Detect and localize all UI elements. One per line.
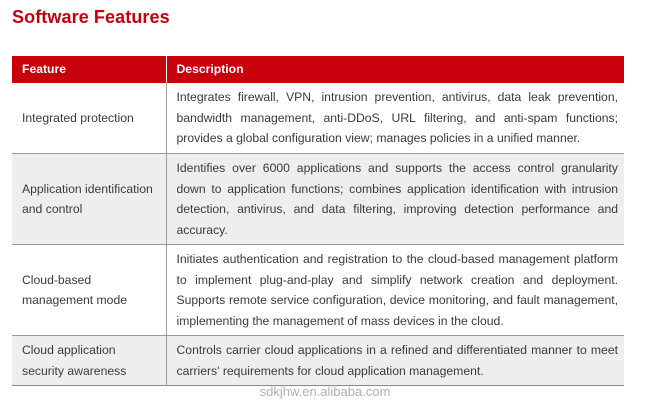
table-row <box>12 83 624 154</box>
page-title: Software Features <box>12 7 170 27</box>
feature-cell: Cloud application security awareness <box>12 336 166 386</box>
table-row <box>12 154 624 245</box>
description-cell: Integrates firewall, VPN, intrusion prevention, antivirus, data leak prevention, bandwidth management, anti-DDoS, URL filtering, and anti-spam functions; provides a global configuration view; manages policies in a unified manner. <box>166 83 624 154</box>
description-column-header: Description <box>166 56 624 83</box>
description-cell: Initiates authentication and registration to the cloud-based management platform to implement plug-and-play and simplify network creation and deployment. Supports remote service configuration, device monitoring, and fault management, implementing the management of mass devices in the cloud. <box>166 245 624 336</box>
table-row <box>12 245 624 336</box>
watermark: sdkjhw.en.alibaba.com <box>259 384 391 399</box>
table-header-row <box>12 56 624 83</box>
table-row <box>12 336 624 386</box>
feature-cell: Application identification and control <box>12 154 166 245</box>
description-cell: Identifies over 6000 applications and supports the access control granularity down to application functions; combines application identification with intrusion detection, antivirus, and data filtering, improving detection performance and accuracy. <box>166 154 624 245</box>
features-table <box>12 56 624 386</box>
feature-cell: Integrated protection <box>12 83 166 154</box>
feature-column-header: Feature <box>12 56 166 83</box>
feature-cell: Cloud-based management mode <box>12 245 166 336</box>
description-cell: Controls carrier cloud applications in a refined and differentiated manner to meet carriers' requirements for cloud application management. <box>166 336 624 386</box>
